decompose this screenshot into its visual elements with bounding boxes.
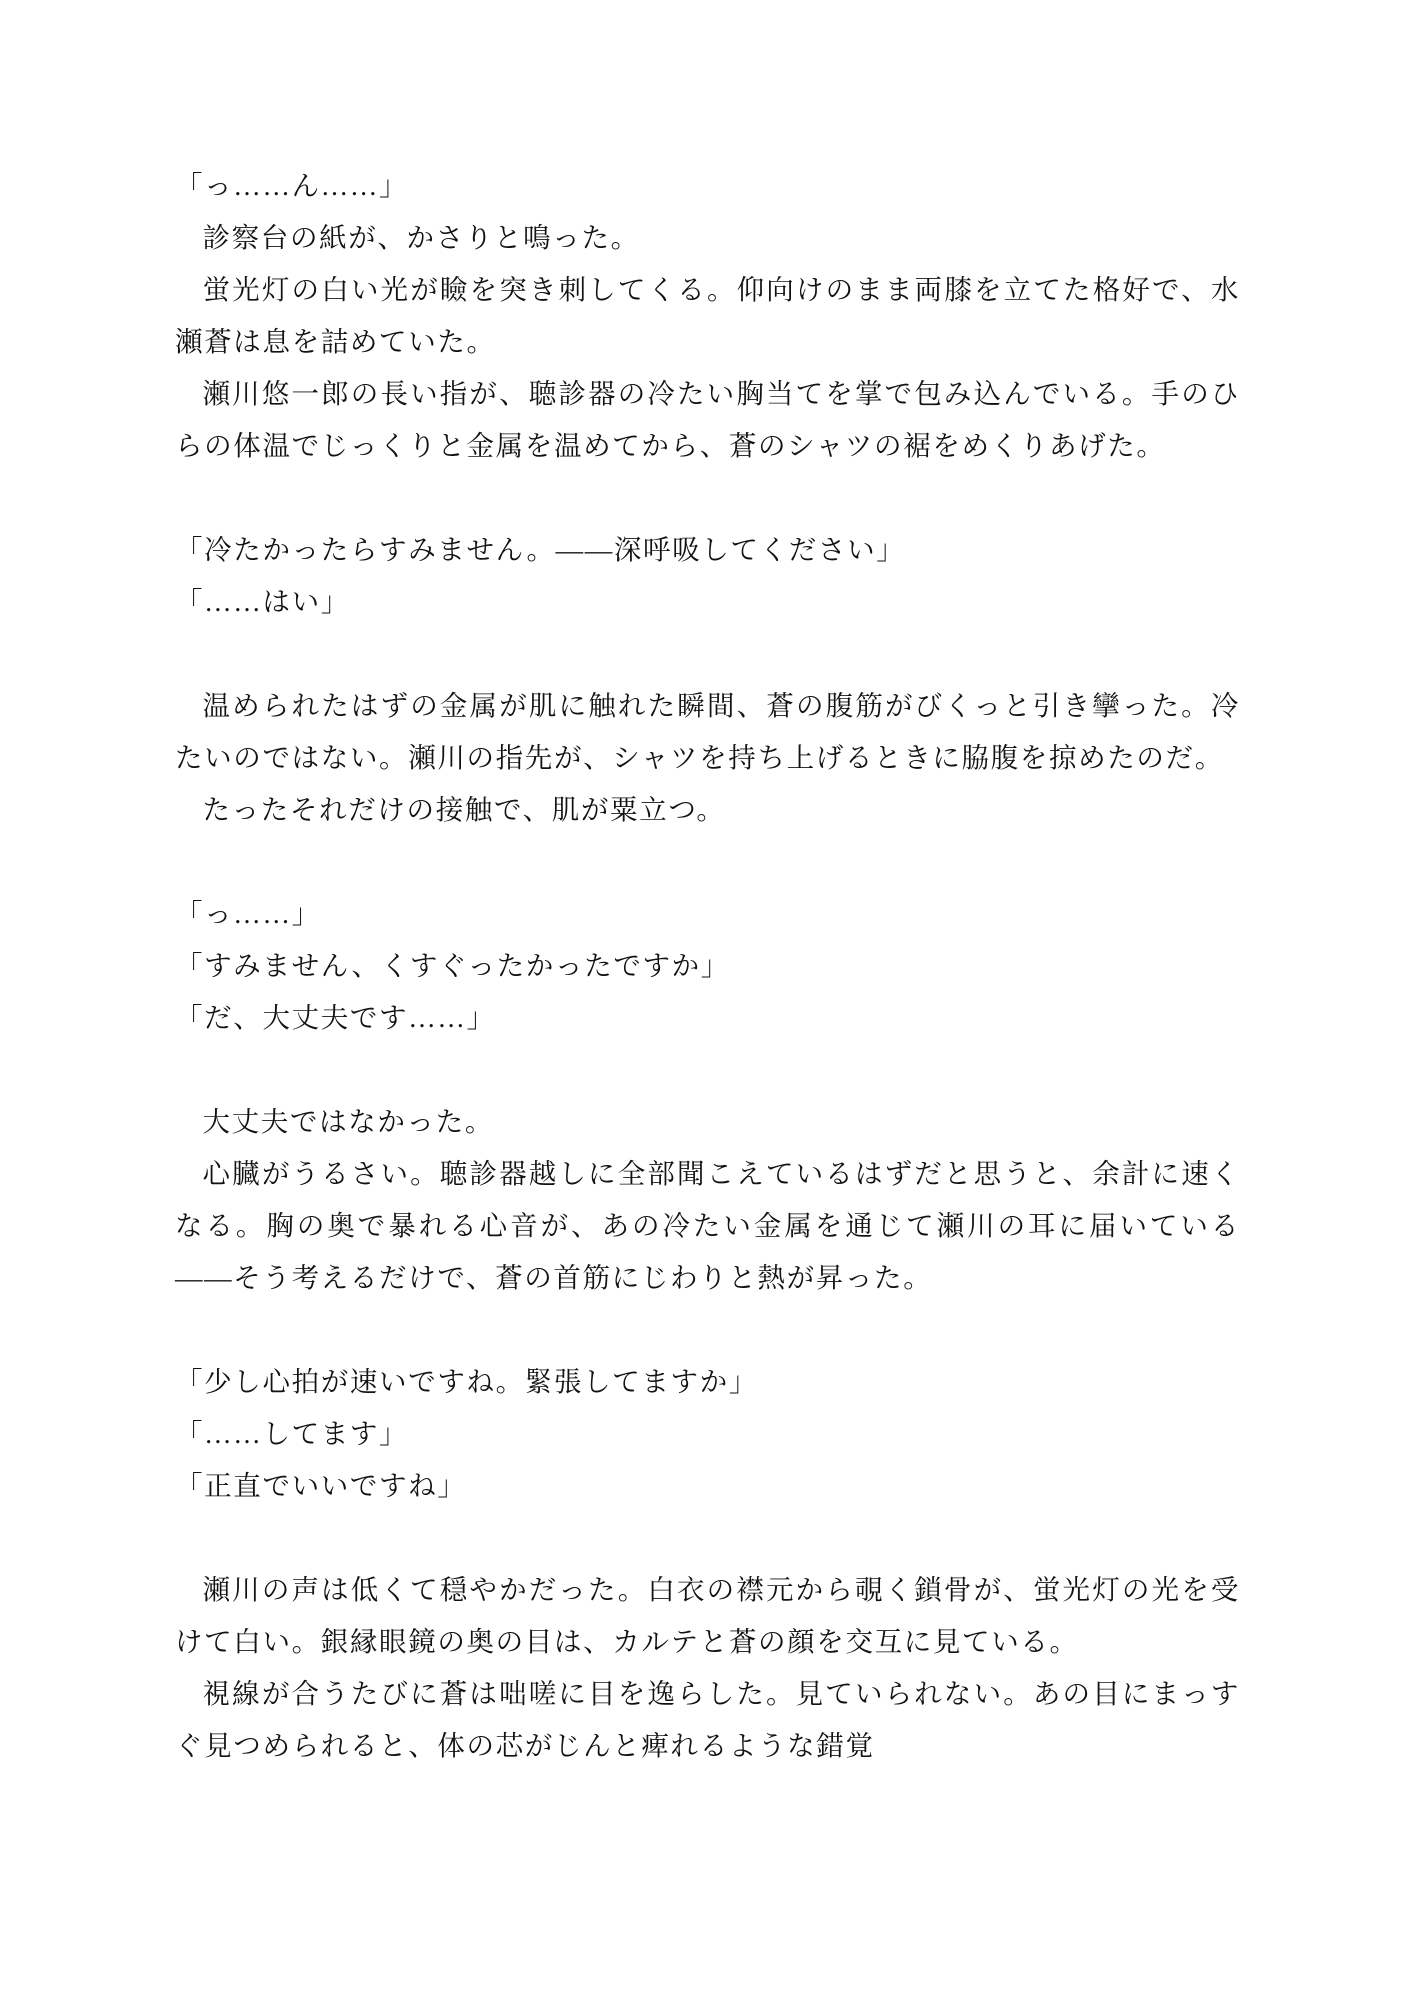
text-paragraph: 蛍光灯の白い光が瞼を突き刺してくる。仰向けのまま両膝を立てた格好で、水瀬蒼は息を詰めていた。	[175, 274, 1240, 357]
text-line: 診察台の紙が、かさりと鳴った。	[202, 222, 640, 253]
paragraph-spacer	[175, 1044, 1240, 1096]
paragraph-spacer	[175, 1304, 1240, 1356]
paragraph-spacer	[175, 836, 1240, 888]
paragraph-spacer	[175, 628, 1240, 680]
text-line: 「少し心拍が速いですね。緊張してますか」	[175, 1366, 758, 1397]
text-paragraph: 心臓がうるさい。聴診器越しに全部聞こえているはずだと思うと、余計に速くなる。胸の奥で暴れる心音が、あの冷たい金属を通じて瀬川の耳に届いている——そう考えるだけで、蒼の首筋にじわりと熱が昇った。	[175, 1158, 1240, 1293]
text-line: 「だ、大丈夫です……」	[175, 1002, 496, 1033]
text-paragraph: 温められたはずの金属が肌に触れた瞬間、蒼の腹筋がびくっと引き攣った。冷たいのではない。瀬川の指先が、シャツを持ち上げるときに脇腹を掠めたのだ。	[175, 690, 1240, 773]
text-line: 「っ……ん……」	[175, 170, 409, 201]
text-line: 「正直でいいですね」	[175, 1470, 467, 1501]
document-body	[175, 160, 1240, 1772]
paragraph-spacer	[175, 1512, 1240, 1564]
text-line: 「冷たかったらすみません。——深呼吸してください」	[175, 534, 906, 565]
text-line: 「……はい」	[175, 586, 350, 617]
text-paragraph: 視線が合うたびに蒼は咄嗟に目を逸らした。見ていられない。あの目にまっすぐ見つめられると、体の芯がじんと痺れるような錯覚	[175, 1678, 1240, 1761]
text-line: たったそれだけの接触で、肌が粟立つ。	[202, 794, 726, 825]
text-line: 「……してます」	[175, 1418, 409, 1449]
text-line: 大丈夫ではなかった。	[202, 1106, 494, 1137]
text-line: 「っ……」	[175, 898, 321, 929]
text-paragraph: 瀬川の声は低くて穏やかだった。白衣の襟元から覗く鎖骨が、蛍光灯の光を受けて白い。銀縁眼鏡の奥の目は、カルテと蒼の顔を交互に見ている。	[175, 1574, 1240, 1657]
paragraph-spacer	[175, 472, 1240, 524]
text-line: 「すみません、くすぐったかったですか」	[175, 950, 730, 981]
text-paragraph: 瀬川悠一郎の長い指が、聴診器の冷たい胸当てを掌で包み込んでいる。手のひらの体温でじっくりと金属を温めてから、蒼のシャツの裾をめくりあげた。	[175, 378, 1240, 461]
